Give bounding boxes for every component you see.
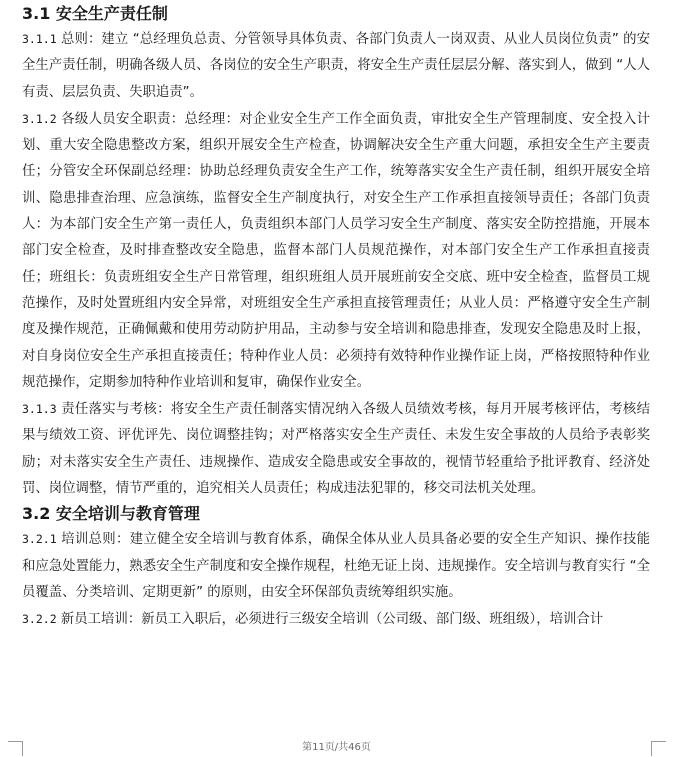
paragraph-text: 责任落实与考核：将安全生产责任制落实情况纳入各级人员绩效考核，每月开展考核评估，考核结果与绩效工资、评优评先、岗位调整挂钩；对严格落实安全生产责任、未发生安全事故的人员给予表彰奖励；对未落实安全生产责任、违规操作、造成安全隐患或安全事故的，视情节轻重给予批评教育、经济处罚、岗位调整，情节严重的，追究相关人员责任；构成违法犯罪的，移交司法机关处理。 (22, 402, 650, 497)
paragraph-3-1-2 (22, 106, 650, 396)
page-number-footer: 第11页/共46页 (302, 742, 371, 753)
clause-number: 3.2.1 (22, 532, 57, 547)
paragraph-3-2-2 (22, 606, 650, 633)
clause-number: 3.1.3 (22, 402, 57, 417)
clause-number: 3.2.2 (22, 612, 57, 627)
paragraph-text: 总则：建立 “总经理负总责、分管领导具体负责、各部门负责人一岗双责、从业人员岗位负责” 的安全生产责任制，明确各级人员、各岗位的安全生产职责，将安全生产责任层层分解、落实到人，做到 “人人有责、层层负责、失职追责”。 (22, 32, 650, 100)
paragraph-3-2-1 (22, 526, 650, 606)
clause-number: 3.1.1 (22, 32, 57, 46)
paragraph-text: 培训总则：建立健全安全培训与教育体系，确保全体从业人员具备必要的安全生产知识、操作技能和应急处置能力，熟悉安全生产制度和安全操作规程，杜绝无证上岗、违规操作。安全培训与教育实行 “全员覆盖、分类培训、定期更新” 的原则，由安全环保部负责统筹组织实施。 (22, 532, 650, 600)
paragraph-text: 新员工培训：新员工入职后，必须进行三级安全培训（公司级、部门级、班组级），培训合计 (56, 612, 604, 628)
paragraph-text: 各级人员安全职责：总经理：对企业安全生产工作全面负责，审批安全生产管理制度、安全投入计划、重大安全隐患整改方案，组织开展安全生产检查，协调解决安全生产重大问题，承担安全生产主要责任；分管安全环保副总经理：协助总经理负责安全生产工作，统筹落实安全生产责任制，组织开展安全培训、隐患排查治理、应急演练，监督安全生产制度执行，对安全生产工作承担直接领导责任；各部门负责人：为本部门安全生产第一责任人，负责组织本部门人员学习安全生产制度、落实安全防控措施，开展本部门安全检查，及时排查整改安全隐患，监督本部门人员规范操作，对本部门安全生产工作承担直接责任；班组长：负责班组安全生产日常管理，组织班组人员开展班前安全交底、班中安全检查，监督员工规范操作，及时处置班组内安全异常，对班组安全生产承担直接管理责任；从业人员：严格遵守安全生产制度及操作规范，正确佩戴和使用劳动防护用品，主动参与安全培训和隐患排查，发现安全隐患及时上报，对自身岗位安全生产承担直接责任；特种作业人员：必须持有效特种作业操作证上岗，严格按照特种作业规范操作，定期参加特种作业培训和复审，确保作业安全。 (22, 111, 650, 390)
clause-number: 3.1.2 (22, 111, 57, 126)
paragraph-3-1-3 (22, 396, 650, 502)
section-heading-3-1: 3.1 安全生产责任制 (22, 4, 168, 23)
paragraph-3-1-1 (22, 26, 650, 106)
document-body (22, 2, 650, 634)
section-heading-3-2: 3.2 安全培训与教育管理 (22, 504, 200, 524)
